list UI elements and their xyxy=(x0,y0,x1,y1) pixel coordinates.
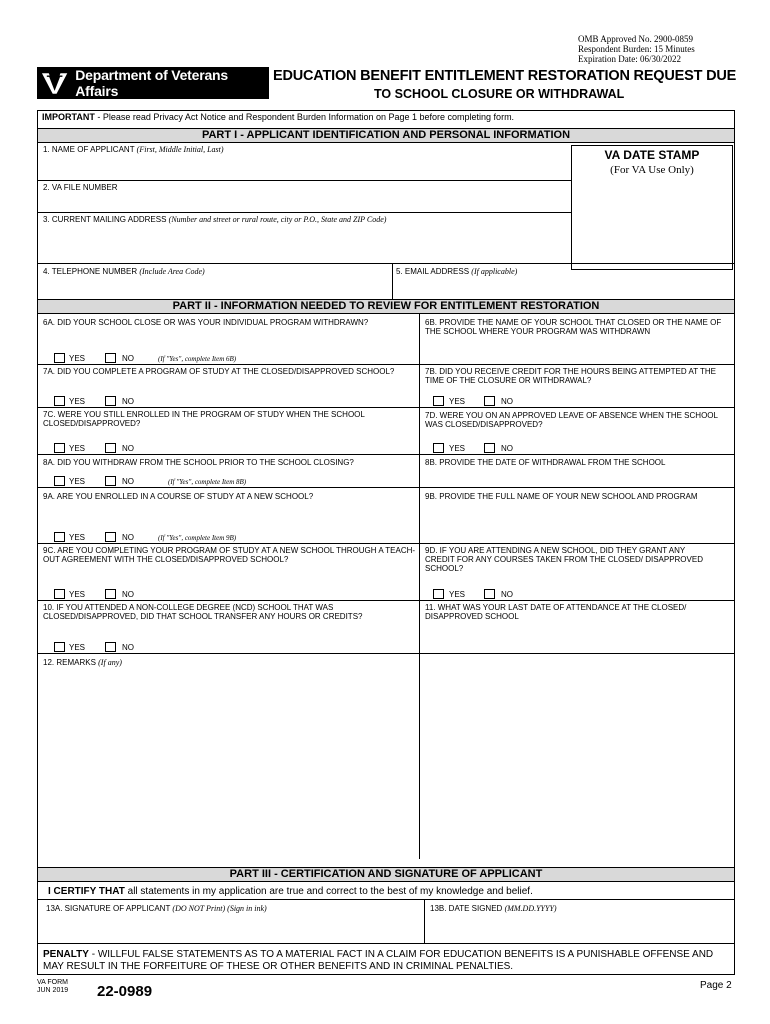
q7c-yes-checkbox[interactable] xyxy=(54,443,65,453)
penalty-statement: PENALTY - WILLFUL FALSE STATEMENTS AS TO A MATERIAL FACT IN A CLAIM FOR EDUCATION BENEFITS IS A PUNISHABLE OFFENSE AND MAY RESULT IN THE FORFEITURE OF THESE OR OTHER BENEFITS AND IN CRIMINAL PENALTIES. xyxy=(43,949,714,972)
q7c-yes-label: YES xyxy=(69,444,86,453)
q8a-no-checkbox[interactable] xyxy=(105,476,116,486)
page-number: Page 2 xyxy=(700,980,732,991)
va-seal-icon xyxy=(40,70,69,96)
field-3-label: 3. CURRENT MAILING ADDRESS (Number and street or rural route, city or P.O., State and ZIP Code) xyxy=(43,215,387,224)
certification-statement: I CERTIFY THAT all statements in my application are true and correct to the best of my knowledge and belief. xyxy=(48,886,533,897)
q6b-label: 6B. PROVIDE THE NAME OF YOUR SCHOOL THAT CLOSED OR THE NAME OF THE SCHOOL WHERE YOUR PROGRAM WAS WITHDRAWN xyxy=(425,318,722,336)
email-input[interactable] xyxy=(393,277,731,297)
q6a-label: 6A. DID YOUR SCHOOL CLOSE OR WAS YOUR INDIVIDUAL PROGRAM WITHDRAWN? xyxy=(43,318,369,327)
q9a-label: 9A. ARE YOU ENROLLED IN A COURSE OF STUDY AT A NEW SCHOOL? xyxy=(43,492,314,501)
footer-va-form: VA FORM xyxy=(37,979,68,986)
q7d-label: 7D. WERE YOU ON AN APPROVED LEAVE OF ABSENCE WHEN THE SCHOOL WAS CLOSED/DISAPPROVED? xyxy=(425,411,718,429)
mailing-address-input[interactable] xyxy=(38,225,568,261)
q7b-no-label: NO xyxy=(501,397,513,406)
stamp-title: VA DATE STAMP xyxy=(604,148,700,162)
telephone-input[interactable] xyxy=(38,277,388,297)
q6b-input[interactable] xyxy=(421,347,731,362)
q7a-no-checkbox[interactable] xyxy=(105,396,116,406)
q6a-note: (If "Yes", complete Item 6B) xyxy=(158,355,237,363)
q8a-yes-label: YES xyxy=(69,477,86,486)
field-13a-label: 13A. SIGNATURE OF APPLICANT (DO NOT Print) (Sign in ink) xyxy=(46,904,267,913)
field-4-label: 4. TELEPHONE NUMBER (Include Area Code) xyxy=(43,267,205,276)
q7b-yes-label: YES xyxy=(449,397,466,406)
q7b-yes-checkbox[interactable] xyxy=(433,396,444,406)
footer-form-number: 22-0989 xyxy=(97,983,153,1000)
omb-info xyxy=(578,34,695,64)
q7d-yes-label: YES xyxy=(449,444,466,453)
q7a-no-label: NO xyxy=(122,397,134,406)
signature-input[interactable] xyxy=(40,915,420,941)
q9d-label: 9D. IF YOU ARE ATTENDING A NEW SCHOOL, DID THEY GRANT ANY CREDIT FOR ANY COURSES TAKEN FROM THE CLOSED/ DISAPPROVED SCHOOL? xyxy=(425,546,703,573)
q10-no-checkbox[interactable] xyxy=(105,642,116,652)
q7b-no-checkbox[interactable] xyxy=(484,396,495,406)
q6a-no-checkbox[interactable] xyxy=(105,353,116,363)
q9d-yes-checkbox[interactable] xyxy=(433,589,444,599)
q9b-label: 9B. PROVIDE THE FULL NAME OF YOUR NEW SCHOOL AND PROGRAM xyxy=(425,492,698,501)
form-subtitle: TO SCHOOL CLOSURE OR WITHDRAWAL xyxy=(374,87,625,101)
va-file-number-input[interactable] xyxy=(38,193,568,211)
q8a-no-label: NO xyxy=(122,477,134,486)
q7c-no-checkbox[interactable] xyxy=(105,443,116,453)
q6a-yes-checkbox[interactable] xyxy=(54,353,65,363)
q7d-no-label: NO xyxy=(501,444,513,453)
field-5-label: 5. EMAIL ADDRESS (If applicable) xyxy=(396,267,518,276)
q6a-yes-label: YES xyxy=(69,354,86,363)
q8a-label: 8A. DID YOU WITHDRAW FROM THE SCHOOL PRIOR TO THE SCHOOL CLOSING? xyxy=(43,458,354,467)
q8b-label: 8B. PROVIDE THE DATE OF WITHDRAWAL FROM THE SCHOOL xyxy=(425,458,666,467)
q9c-yes-label: YES xyxy=(69,590,86,599)
q9c-yes-checkbox[interactable] xyxy=(54,589,65,599)
q9a-no-label: NO xyxy=(122,533,134,542)
expiration-date: Expiration Date: 06/30/2022 xyxy=(578,54,681,64)
q9d-no-checkbox[interactable] xyxy=(484,589,495,599)
agency-name: Department of Veterans Affairs xyxy=(75,67,228,99)
form-body xyxy=(37,110,735,975)
date-signed-input[interactable] xyxy=(426,915,731,941)
q10-label: 10. IF YOU ATTENDED A NON-COLLEGE DEGREE (NCD) SCHOOL THAT WAS CLOSED/DISAPPROVED, DID THAT SCHOOL TRANSFER ANY HOURS OR CREDITS? xyxy=(43,603,363,621)
q7a-yes-label: YES xyxy=(69,397,86,406)
q7a-yes-checkbox[interactable] xyxy=(54,396,65,406)
footer-form-label xyxy=(37,979,68,995)
q7d-no-checkbox[interactable] xyxy=(484,443,495,453)
q7b-label: 7B. DID YOU RECEIVE CREDIT FOR THE HOURS BEING ATTEMPTED AT THE TIME OF THE CLOSURE OR WITHDRAWAL? xyxy=(425,367,717,385)
applicant-name-input[interactable] xyxy=(38,154,568,178)
q6a-no-label: NO xyxy=(122,354,134,363)
footer-date: JUN 2019 xyxy=(37,987,69,994)
part2-header: PART II - INFORMATION NEEDED TO REVIEW FOR ENTITLEMENT RESTORATION xyxy=(38,299,734,314)
q8b-input[interactable] xyxy=(421,469,731,486)
q10-yes-label: YES xyxy=(69,643,86,652)
omb-approved: OMB Approved No. 2900-0859 xyxy=(578,34,693,44)
q9c-no-checkbox[interactable] xyxy=(105,589,116,599)
q8a-note: (If "Yes", complete Item 8B) xyxy=(168,478,247,486)
q12-label: 12. REMARKS (If any) xyxy=(43,658,122,667)
va-logo xyxy=(37,67,269,99)
q9c-no-label: NO xyxy=(122,590,134,599)
q9a-no-checkbox[interactable] xyxy=(105,532,116,542)
remarks-textarea[interactable] xyxy=(40,669,730,859)
q7c-no-label: NO xyxy=(122,444,134,453)
q10-no-label: NO xyxy=(122,643,134,652)
va-date-stamp xyxy=(571,145,733,270)
q9a-yes-checkbox[interactable] xyxy=(54,532,65,542)
part1-header: PART I - APPLICANT IDENTIFICATION AND PERSONAL INFORMATION xyxy=(38,128,734,143)
q7a-label: 7A. DID YOU COMPLETE A PROGRAM OF STUDY AT THE CLOSED/DISAPPROVED SCHOOL? xyxy=(43,367,395,376)
q11-label: 11. WHAT WAS YOUR LAST DATE OF ATTENDANCE AT THE CLOSED/ DISAPPROVED SCHOOL xyxy=(425,603,687,621)
q10-yes-checkbox[interactable] xyxy=(54,642,65,652)
q8a-yes-checkbox[interactable] xyxy=(54,476,65,486)
respondent-burden: Respondent Burden: 15 Minutes xyxy=(578,44,695,54)
q7d-yes-checkbox[interactable] xyxy=(433,443,444,453)
q9d-yes-label: YES xyxy=(449,590,466,599)
form-title: EDUCATION BENEFIT ENTITLEMENT RESTORATION REQUEST DUE xyxy=(273,68,737,84)
field-1-label: 1. NAME OF APPLICANT (First, Middle Initial, Last) xyxy=(43,145,224,154)
q9c-label: 9C. ARE YOU COMPLETING YOUR PROGRAM OF STUDY AT A NEW SCHOOL THROUGH A TEACH-OUT AGREEMENT WITH THE CLOSED/DISAPPROVED SCHOOL? xyxy=(43,546,416,564)
q9a-yes-label: YES xyxy=(69,533,86,542)
q9a-note: (If "Yes", complete Item 9B) xyxy=(158,534,237,542)
part3-header: PART III - CERTIFICATION AND SIGNATURE OF APPLICANT xyxy=(38,867,734,882)
q7c-label: 7C. WERE YOU STILL ENROLLED IN THE PROGRAM OF STUDY WHEN THE SCHOOL CLOSED/DISAPPROVED? xyxy=(43,410,365,428)
important-notice: IMPORTANT - Please read Privacy Act Notice and Respondent Burden Information on Page 1 before completing form. xyxy=(42,112,515,122)
field-2-label: 2. VA FILE NUMBER xyxy=(43,183,118,192)
q9d-no-label: NO xyxy=(501,590,513,599)
q9b-input[interactable] xyxy=(421,504,731,541)
field-13b-label: 13B. DATE SIGNED (MM.DD.YYYY) xyxy=(430,904,557,913)
q11-input[interactable] xyxy=(421,623,731,651)
stamp-subtitle: (For VA Use Only) xyxy=(610,164,694,176)
